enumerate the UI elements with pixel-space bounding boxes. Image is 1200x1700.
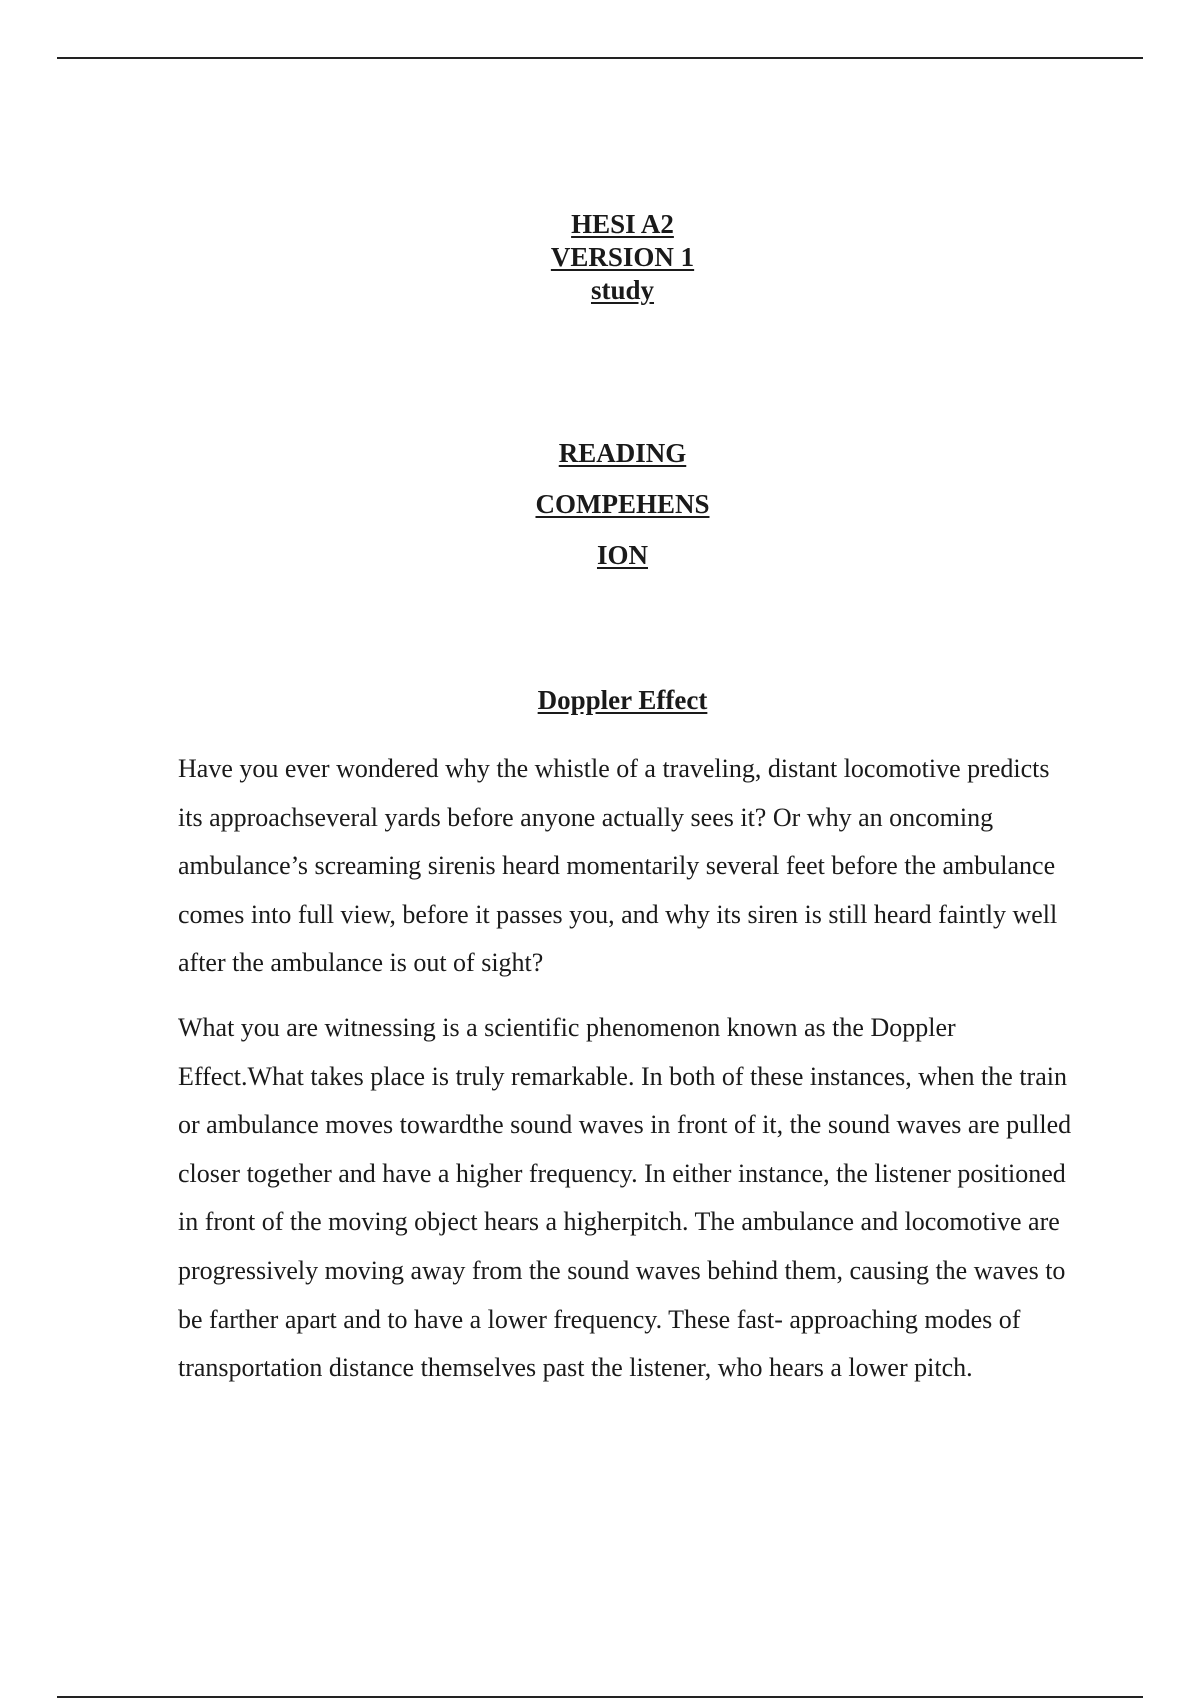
- article-title: Doppler Effect: [537, 685, 708, 715]
- section-line-1: READING: [558, 438, 687, 468]
- section-line-3: ION: [596, 540, 648, 570]
- document-title: [0, 208, 1200, 307]
- paragraph-1: Have you ever wondered why the whistle of a traveling, distant locomotive predicts its approachseveral yards before anyone actually sees it? Or why an oncoming ambulance’s screaming sirenis heard momentarily several feet before the ambulance comes into full view, before it passes you, and why its siren is still heard faintly well after the ambulance is out of sight?: [178, 754, 1058, 978]
- paragraph-2: What you are witnessing is a scientific phenomenon known as the Doppler Effect.What takes place is truly remarkable. In both of these instances, when the train or ambulance moves towardthe sound waves in front of it, the sound waves are pulled closer together and have a higher frequency. In either instance, the listener positioned in front of the moving object hears a higherpitch. The ambulance and locomotive are progressively moving away from the sound waves behind them, causing the waves to be farther apart and to have a lower frequency. These fast- approaching modes of transportation distance themselves past the listener, who hears a lower pitch.: [178, 1013, 1072, 1383]
- title-line-3: study: [590, 275, 655, 305]
- section-line-2: COMPEHENS: [535, 489, 710, 519]
- bottom-rule: [57, 1696, 1143, 1698]
- section-heading: [0, 428, 1200, 581]
- title-line-2: VERSION 1: [550, 242, 695, 272]
- top-rule: [57, 57, 1143, 59]
- title-line-1: HESI A2: [571, 209, 674, 239]
